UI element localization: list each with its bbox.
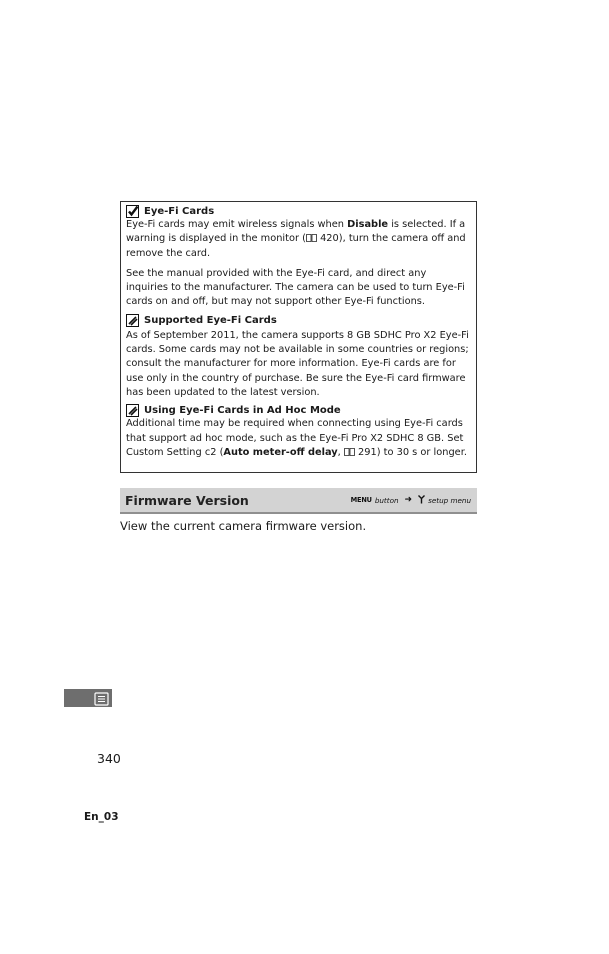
supported-cards-title: Supported Eye-Fi Cards [144, 314, 277, 326]
menu-path [351, 495, 471, 506]
supported-cards-paragraph: As of September 2011, the camera supports 8 GB SDHC Pro X2 Eye-Fi cards. Some cards may not be available in some countries or regions; consult the manufacturer for more information. Eye-Fi cards are for use only in the country of purchase. Be sure the Eye-Fi card firmware has been updated to the latest version. [126, 329, 469, 398]
ad-hoc-paragraph: Additional time may be required when connecting using Eye-Fi cards that support ad hoc mode, such as the Eye-Fi Pro X2 SDHC 8 GB. Set Custom Setting c2 (Auto meter-off delay, 291) to 30 s or longer. [126, 418, 467, 458]
menu-button-label: MENU [350, 496, 372, 504]
eye-fi-cards-paragraph-1: Eye-Fi cards may emit wireless signals when Disable is selected. If a warning is displayed in the monitor ( 420), turn the camera off and remove the card. [126, 219, 466, 259]
supported-cards-heading [126, 314, 471, 327]
section-tab [64, 689, 112, 707]
caution-note-box [120, 201, 477, 473]
button-label: button [374, 495, 399, 505]
check-icon [126, 205, 139, 218]
eye-fi-cards-title: Eye-Fi Cards [144, 206, 215, 217]
eye-fi-cards-paragraph-2: See the manual provided with the Eye-Fi card, and direct any inquiries to the manufacturer. The camera can be used to turn Eye-Fi cards on and off, but may not support other Eye-Fi functions. [126, 267, 465, 308]
page-number: 340 [97, 751, 121, 766]
ad-hoc-title: Using Eye-Fi Cards in Ad Hoc Mode [144, 405, 341, 417]
file-code: En_03 [84, 811, 119, 823]
eye-fi-cards-heading [126, 205, 471, 218]
book-ref-icon [306, 233, 317, 244]
ad-hoc-heading [126, 404, 471, 417]
wrench-icon [418, 495, 425, 506]
menu-list-icon [94, 691, 109, 705]
book-ref-icon [344, 447, 355, 458]
pencil-note-icon [126, 404, 139, 417]
setup-menu-label: setup menu [428, 495, 471, 505]
intro-text: View the current camera firmware version. [120, 519, 367, 533]
pencil-note-icon [126, 314, 139, 327]
arrow-right-icon: ➜ [404, 495, 413, 505]
firmware-version-title: Firmware Version [125, 492, 249, 508]
firmware-version-header [120, 488, 477, 514]
